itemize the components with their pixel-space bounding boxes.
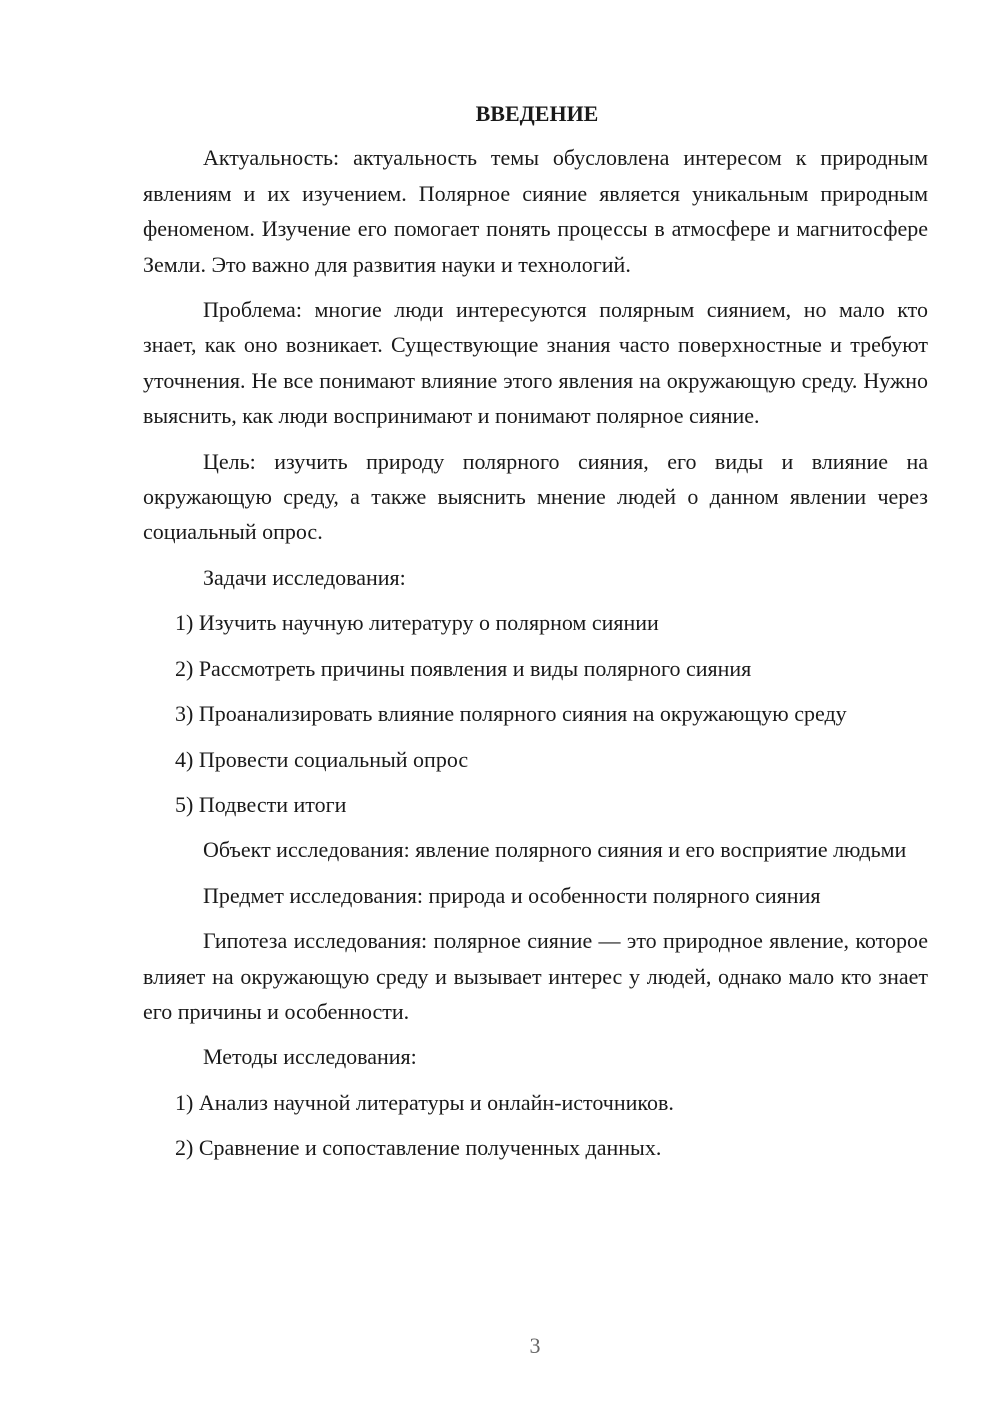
methods-heading: Методы исследования:: [203, 1044, 417, 1070]
problem-paragraph: Проблема: многие люди интересуются полярным сиянием, но мало кто знает, как оно возникает. Существующие знания часто поверхностные и требуют уточнения. Не все понимают влияние этого явления на окружающую среду. Нужно выяснить, как люди воспринимают и понимают полярное сияние.: [143, 297, 928, 429]
tasks-heading: Задачи исследования:: [203, 564, 406, 590]
document-page: [143, 96, 928, 1176]
task-item: 5) Подвести итоги: [175, 791, 347, 817]
page-title: ВВЕДЕНИЕ: [475, 101, 599, 126]
method-item: 1) Анализ научной литературы и онлайн-источников.: [175, 1089, 674, 1115]
task-item: 2) Рассмотреть причины появления и виды полярного сияния: [175, 655, 752, 681]
subject-paragraph: Предмет исследования: природа и особенности полярного сияния: [203, 882, 821, 908]
task-item: 1) Изучить научную литературу о полярном сиянии: [175, 610, 659, 636]
task-item: 4) Провести социальный опрос: [175, 746, 469, 772]
page-number: 3: [529, 1333, 541, 1358]
goal-paragraph: Цель: изучить природу полярного сияния, его виды и влияние на окружающую среду, а также выяснить мнение людей о данном явлении через социальный опрос.: [143, 448, 928, 545]
method-item: 2) Сравнение и сопоставление полученных данных.: [175, 1135, 662, 1161]
object-paragraph: Объект исследования: явление полярного сияния и его восприятие людьми: [203, 837, 907, 863]
task-item: 3) Проанализировать влияние полярного сияния на окружающую среду: [175, 701, 847, 727]
relevance-paragraph: Актуальность: актуальность темы обусловлена интересом к природным явлениям и их изучением. Полярное сияние является уникальным природным феноменом. Изучение его помогает понять процессы в атмосфере и магнитосфере Земли. Это важно для развития науки и технологий.: [143, 145, 928, 277]
hypothesis-paragraph: Гипотеза исследования: полярное сияние — это природное явление, которое влияет на окружающую среду и вызывает интерес у людей, однако мало кто знает его причины и особенности.: [143, 928, 928, 1024]
